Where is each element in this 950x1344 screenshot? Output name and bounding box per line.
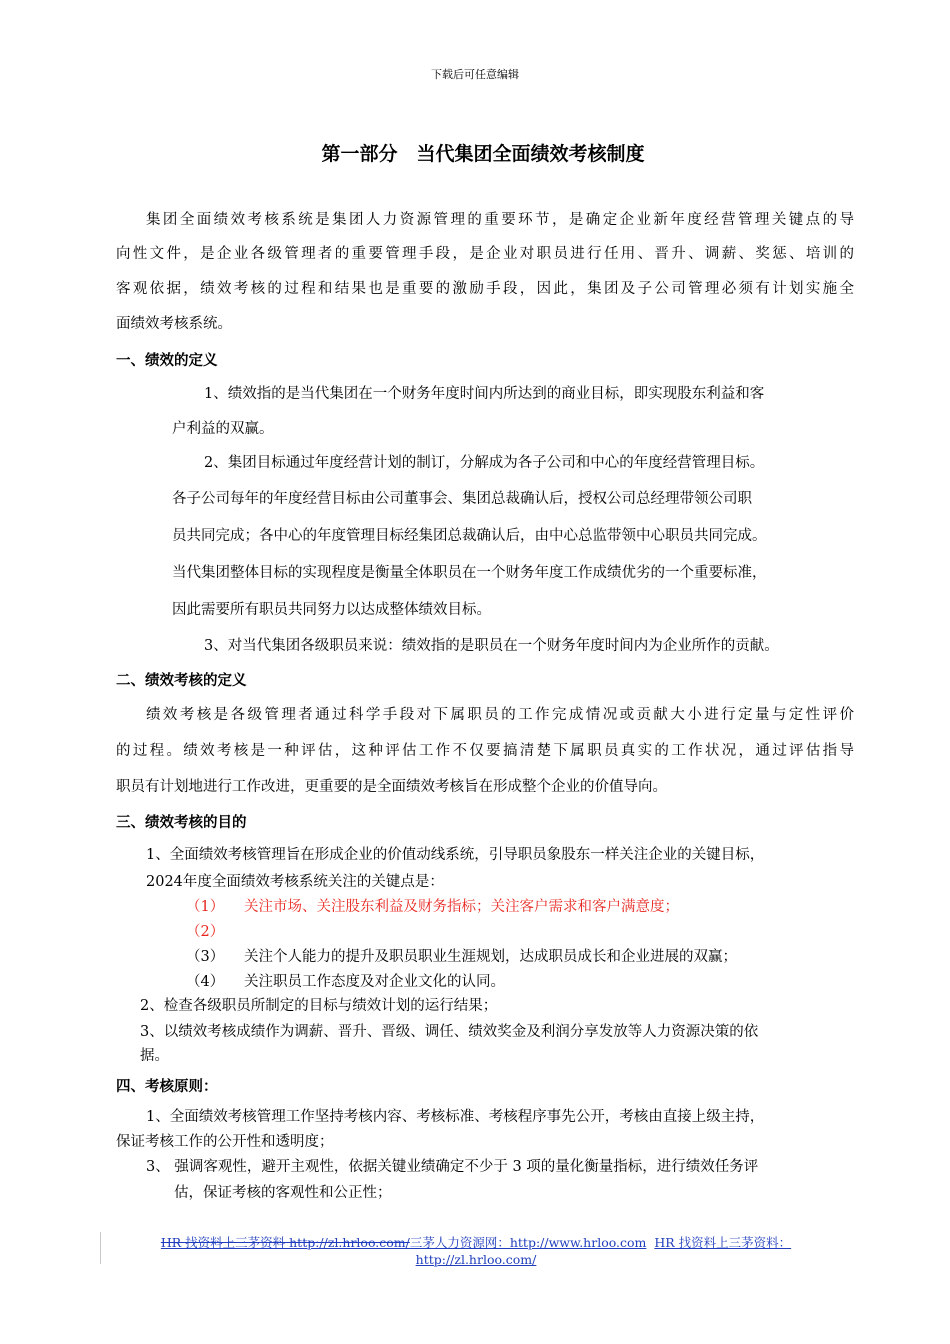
key-point-number: （2）	[186, 924, 225, 940]
section1-line: 3、对当代集团各级职员来说：绩效指的是职员在一个财务年度时间内为企业所作的贡献。	[204, 638, 779, 654]
intro-line: 集团全面绩效考核系统是集团人力资源管理的重要环节，是确定企业新年度经营管理关键点的导	[146, 212, 854, 228]
section-heading-2: 二、绩效考核的定义	[116, 673, 247, 689]
section-heading-1: 一、绩效的定义	[116, 353, 218, 369]
section-heading-3: 三、绩效考核的目的	[116, 815, 247, 831]
intro-line: 客观依据，绩效考核的过程和结果也是重要的激励手段，因此，集团及子公司管理必须有计划实施全	[116, 281, 854, 297]
section-heading-4: 四、考核原则：	[116, 1079, 218, 1095]
section4-line: 1、全面绩效考核管理工作坚持考核内容、考核标准、考核程序事先公开，考核由直接上级主持，	[146, 1109, 765, 1125]
section3-line: 2、检查各级职员所制定的目标与绩效计划的运行结果；	[140, 998, 498, 1014]
section1-line: 户利益的双赢。	[172, 421, 274, 437]
key-point-text: 关注个人能力的提升及职员职业生涯规划，达成职员成长和企业进展的双赢；	[244, 949, 737, 965]
key-point-number: （3）	[186, 949, 225, 965]
section1-line: 各子公司每年的年度经营目标由公司董事会、集团总裁确认后，授权公司总经理带领公司职	[172, 491, 752, 507]
intro-line: 面绩效考核系统。	[116, 316, 232, 332]
section4-line: 3、 强调客观性，避开主观性，依据关键业绩确定不少于 3 项的量化衡量指标，进行绩效任务评	[146, 1159, 759, 1175]
key-point-number: （4）	[186, 974, 225, 990]
key-point	[186, 922, 244, 942]
section4-line: 估，保证考核的客观性和公正性；	[174, 1185, 392, 1201]
section1-line: 因此需要所有职员共同努力以达成整体绩效目标。	[172, 602, 491, 618]
section1-line: 员共同完成；各中心的年度管理目标经集团总裁确认后，由中心总监带领中心职员共同完成。	[172, 528, 767, 544]
page-title: 第一部分 当代集团全面绩效考核制度	[321, 143, 645, 165]
footer-divider	[100, 1232, 101, 1264]
footer-link[interactable]: HR 找资料上三茅资料：	[654, 1235, 792, 1250]
footer-link[interactable]: HR 找资料上三茅资料 http://zl.hrloo.com/	[160, 1235, 410, 1250]
key-point	[186, 897, 679, 917]
intro-line: 向性文件，是企业各级管理者的重要管理手段，是企业对职员进行任用、晋升、调薪、奖惩、培训的	[116, 246, 854, 262]
section1-line: 2、集团目标通过年度经营计划的制订，分解成为各子公司和中心的年度经营管理目标。	[204, 455, 765, 471]
key-point-text: 关注职员工作态度及对企业文化的认同。	[244, 974, 505, 990]
section4-line: 保证考核工作的公开性和透明度；	[116, 1134, 334, 1150]
footer-link[interactable]: http://zl.hrloo.com/	[415, 1252, 537, 1267]
section2-line: 职员有计划地进行工作改进，更重要的是全面绩效考核旨在形成整个企业的价值导向。	[116, 779, 667, 795]
key-point	[186, 947, 737, 967]
section2-line: 的过程。绩效考核是一种评估，这种评估工作不仅要搞清楚下属职员真实的工作状况，通过评估指导	[116, 743, 854, 759]
page-footer	[102, 1234, 850, 1268]
key-point-text: 关注市场、关注股东利益及财务指标；关注客户需求和客户满意度；	[244, 899, 679, 915]
section3-line: 1、全面绩效考核管理旨在形成企业的价值动线系统，引导职员象股东一样关注企业的关键目标，	[146, 847, 765, 863]
section3-line: 2024年度全面绩效考核系统关注的关键点是：	[146, 874, 444, 890]
section3-line: 据。	[140, 1048, 169, 1064]
section2-line: 绩效考核是各级管理者通过科学手段对下属职员的工作完成情况或贡献大小进行定量与定性评价	[146, 707, 854, 723]
section3-line: 3、以绩效考核成绩作为调薪、晋升、晋级、调任、绩效奖金及利润分享发放等人力资源决策的依	[140, 1024, 759, 1040]
key-point	[186, 972, 505, 992]
section1-line: 当代集团整体目标的实现程度是衡量全体职员在一个财务年度工作成绩优劣的一个重要标准，	[172, 565, 767, 581]
page-header: 下载后可任意编辑	[431, 68, 519, 81]
section1-line: 1、绩效指的是当代集团在一个财务年度时间内所达到的商业目标，即实现股东利益和客	[204, 386, 765, 402]
footer-link[interactable]: 三茅人力资源网：http://www.hrloo.com	[409, 1235, 647, 1250]
key-point-number: （1）	[186, 899, 225, 915]
